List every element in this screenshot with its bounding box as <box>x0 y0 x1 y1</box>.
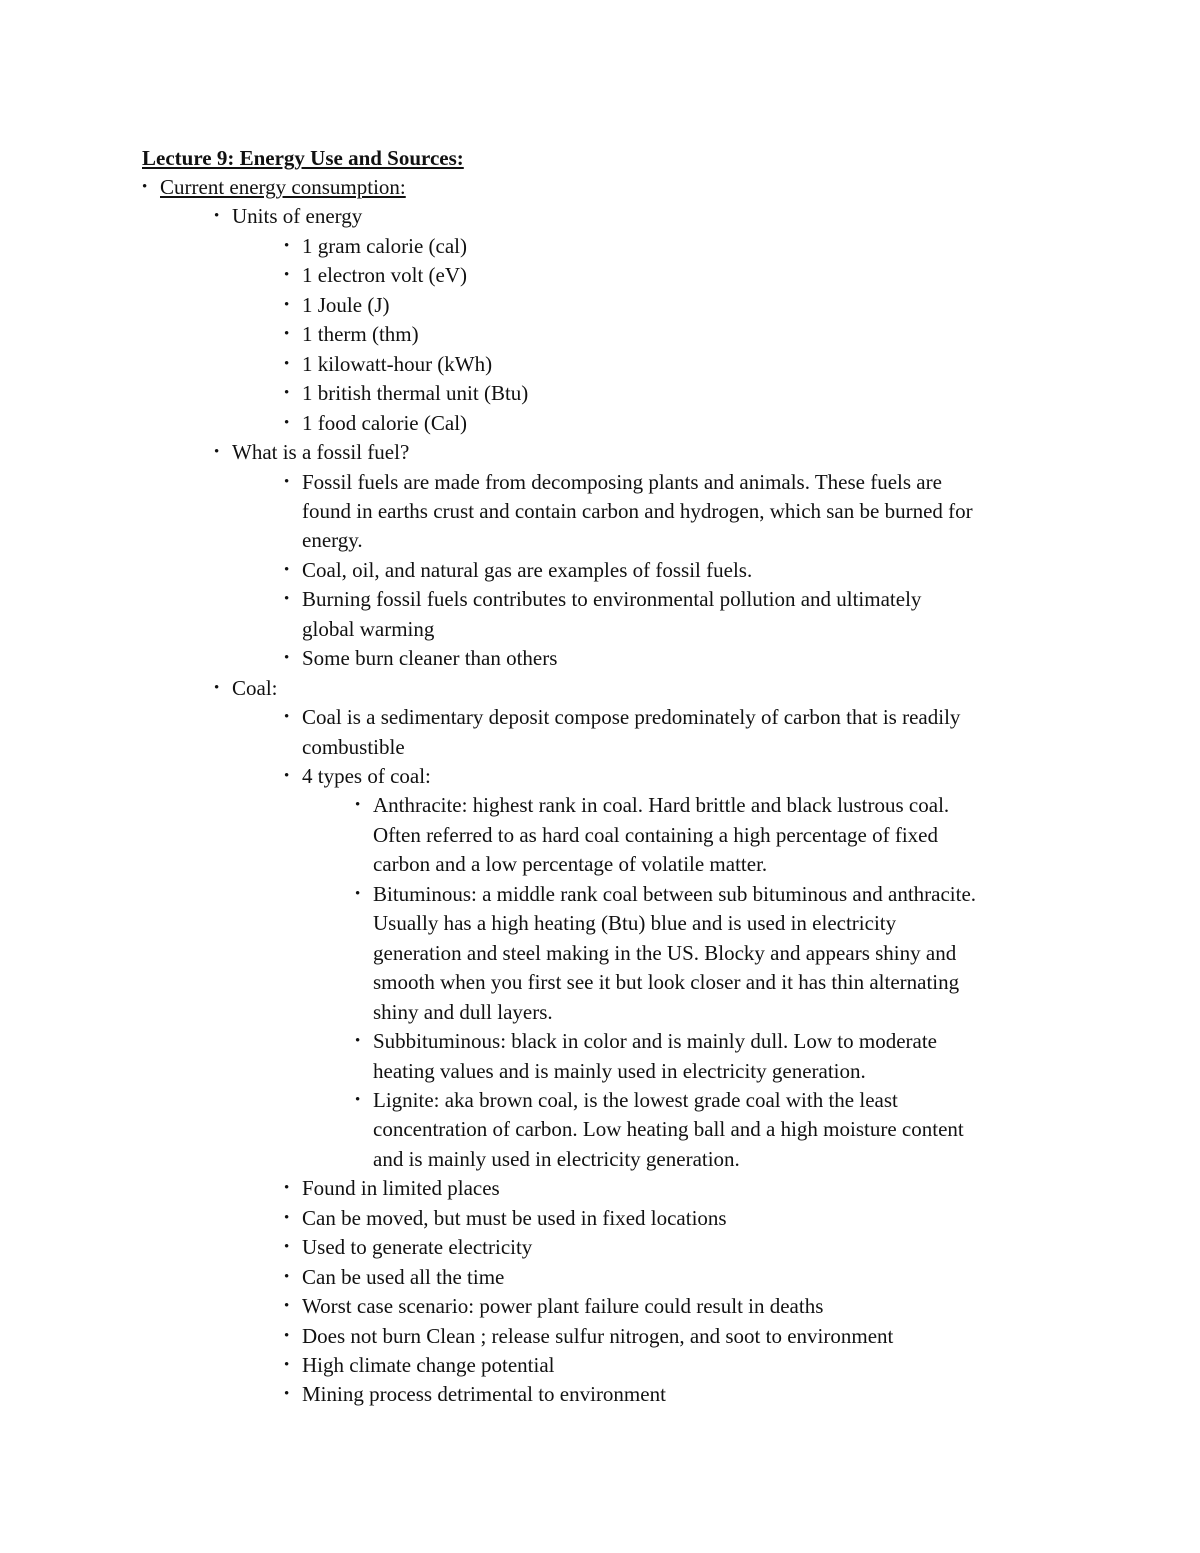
list-item <box>284 1322 894 1352</box>
bullet-icon: • <box>284 1298 290 1315</box>
bullet-icon: • <box>284 1268 290 1285</box>
list-item-text: Mining process detrimental to environment <box>302 1382 666 1407</box>
list-item-continuation <box>373 1145 740 1175</box>
bullet-icon: • <box>284 326 290 343</box>
list-item <box>284 585 922 615</box>
bullet-icon: • <box>214 679 220 696</box>
list-item-continuation <box>302 526 363 556</box>
bullet-icon: • <box>142 179 148 195</box>
list-item <box>284 1204 727 1234</box>
list-item-continuation <box>373 998 553 1028</box>
list-item-text: heating values and is mainly used in electricity generation. <box>373 1058 866 1083</box>
list-item-continuation <box>373 939 956 969</box>
list-item <box>142 173 406 203</box>
list-item <box>284 1233 533 1263</box>
list-item-text: 1 electron volt (eV) <box>302 263 468 288</box>
list-item-text: shiny and dull layers. <box>373 999 553 1024</box>
bullet-icon: • <box>355 1033 361 1050</box>
list-item-text: Coal is a sedimentary deposit compose predominately of carbon that is readily <box>302 705 961 730</box>
list-item-text: and is mainly used in electricity generation. <box>373 1146 740 1171</box>
bullet-icon: • <box>284 709 290 726</box>
bullet-icon: • <box>355 797 361 814</box>
list-item <box>214 438 410 468</box>
list-item <box>214 202 363 232</box>
list-item-continuation <box>302 497 973 527</box>
list-item-text: Used to generate electricity <box>302 1235 533 1260</box>
bullet-icon: • <box>284 1357 290 1373</box>
list-item-text: 4 types of coal: <box>302 764 431 788</box>
list-item-text: Lignite: aka brown coal, is the lowest grade coal with the least <box>373 1087 898 1112</box>
list-item-continuation <box>373 850 767 880</box>
list-item <box>355 791 950 821</box>
bullet-icon: • <box>284 385 290 402</box>
list-item-text: Found in limited places <box>302 1176 500 1201</box>
list-item-continuation <box>302 615 434 645</box>
list-item-text: Can be moved, but must be used in fixed locations <box>302 1205 727 1230</box>
list-item-continuation <box>373 968 959 998</box>
list-item-text: combustible <box>302 734 405 759</box>
list-item <box>284 762 431 792</box>
list-item <box>284 1351 555 1381</box>
list-item-text: 1 Joule (J) <box>302 292 390 317</box>
bullet-icon: • <box>284 1239 290 1256</box>
bullet-icon: • <box>284 296 290 313</box>
list-item <box>355 1086 898 1116</box>
bullet-icon: • <box>284 355 290 372</box>
list-item <box>284 703 961 733</box>
list-item <box>284 468 942 498</box>
list-item <box>284 556 753 586</box>
list-item-continuation <box>373 909 896 939</box>
bullet-icon: • <box>284 650 290 667</box>
list-item <box>284 261 468 291</box>
bullet-icon: • <box>284 1327 290 1344</box>
list-item-text: smooth when you first see it but look closer and it has thin alternating <box>373 970 960 995</box>
bullet-icon: • <box>284 237 290 254</box>
list-item-continuation <box>373 1057 866 1087</box>
list-item-text: carbon and a low percentage of volatile matter. <box>373 852 768 877</box>
list-item <box>284 232 467 262</box>
bullet-icon: • <box>284 1180 290 1197</box>
list-item-text: found in earths crust and contain carbon and hydrogen, which san be burned for <box>302 498 973 523</box>
list-item-text: generation and steel making in the US. Blocky and appears shiny and <box>373 940 957 965</box>
list-item-text: Does not burn Clean ; release sulfur nitrogen, and soot to environment <box>302 1323 894 1348</box>
list-item <box>284 379 529 409</box>
list-item-text: Often referred to as hard coal containing a high percentage of fixed <box>373 822 938 847</box>
list-item-text: 1 british thermal unit (Btu) <box>302 381 529 406</box>
list-item-continuation <box>302 733 405 763</box>
list-item <box>284 1292 824 1322</box>
list-item <box>214 674 278 704</box>
list-item-text: global warming <box>302 616 435 641</box>
list-item <box>284 1263 505 1293</box>
list-item <box>284 350 493 380</box>
bullet-icon: • <box>214 208 220 225</box>
bullet-icon: • <box>355 1091 361 1108</box>
list-item <box>284 1380 666 1410</box>
list-item-text: Bituminous: a middle rank coal between sub bituminous and anthracite. <box>373 881 977 906</box>
list-item-text: Coal, oil, and natural gas are examples of fossil fuels. <box>302 557 753 582</box>
list-item-text: 1 gram calorie (cal) <box>302 233 467 258</box>
list-item-text: Coal: <box>232 675 278 700</box>
list-item-continuation <box>373 1115 964 1145</box>
list-item <box>284 291 390 321</box>
list-item-text: What is a fossil fuel? <box>232 440 410 465</box>
list-item-text: Subbituminous: black in color and is mainly dull. Low to moderate <box>373 1029 938 1054</box>
page-title: Lecture 9: Energy Use and Sources: <box>142 146 464 170</box>
list-item-text: Can be used all the time <box>302 1264 505 1289</box>
bullet-icon: • <box>284 1386 290 1403</box>
bullet-icon: • <box>284 473 290 490</box>
list-item <box>284 644 558 674</box>
list-item-text: Burning fossil fuels contributes to environmental pollution and ultimately <box>302 587 922 612</box>
list-item <box>355 1027 938 1057</box>
list-item-text: Worst case scenario: power plant failure could result in deaths <box>302 1294 824 1319</box>
list-item <box>284 1174 500 1204</box>
list-item-text: 1 food calorie (Cal) <box>302 410 468 435</box>
list-item <box>284 320 419 350</box>
list-item <box>284 409 468 439</box>
list-item-text: High climate change potential <box>302 1353 555 1377</box>
bullet-icon: • <box>284 1209 290 1226</box>
list-item-text: energy. <box>302 528 363 553</box>
list-item-text: Anthracite: highest rank in coal. Hard brittle and black lustrous coal. <box>373 793 950 818</box>
list-item <box>355 880 977 910</box>
list-item-text: Fossil fuels are made from decomposing plants and animals. These fuels are <box>302 469 942 494</box>
bullet-icon: • <box>284 267 290 284</box>
bullet-icon: • <box>284 768 290 784</box>
list-item-text: 1 kilowatt-hour (kWh) <box>302 351 493 376</box>
list-item-text: Usually has a high heating (Btu) blue and is used in electricity <box>373 911 897 936</box>
bullet-icon: • <box>214 444 220 461</box>
list-item-continuation <box>373 821 938 851</box>
list-item-text: 1 therm (thm) <box>302 322 419 347</box>
bullet-icon: • <box>284 591 290 608</box>
list-item-text: concentration of carbon. Low heating ball and a high moisture content <box>373 1117 964 1142</box>
bullet-icon: • <box>284 561 290 578</box>
bullet-icon: • <box>284 414 290 431</box>
list-item-text: Units of energy <box>232 204 363 229</box>
list-item-text: Some burn cleaner than others <box>302 646 558 671</box>
list-item-text: Current energy consumption: <box>160 175 406 199</box>
bullet-icon: • <box>355 885 361 902</box>
